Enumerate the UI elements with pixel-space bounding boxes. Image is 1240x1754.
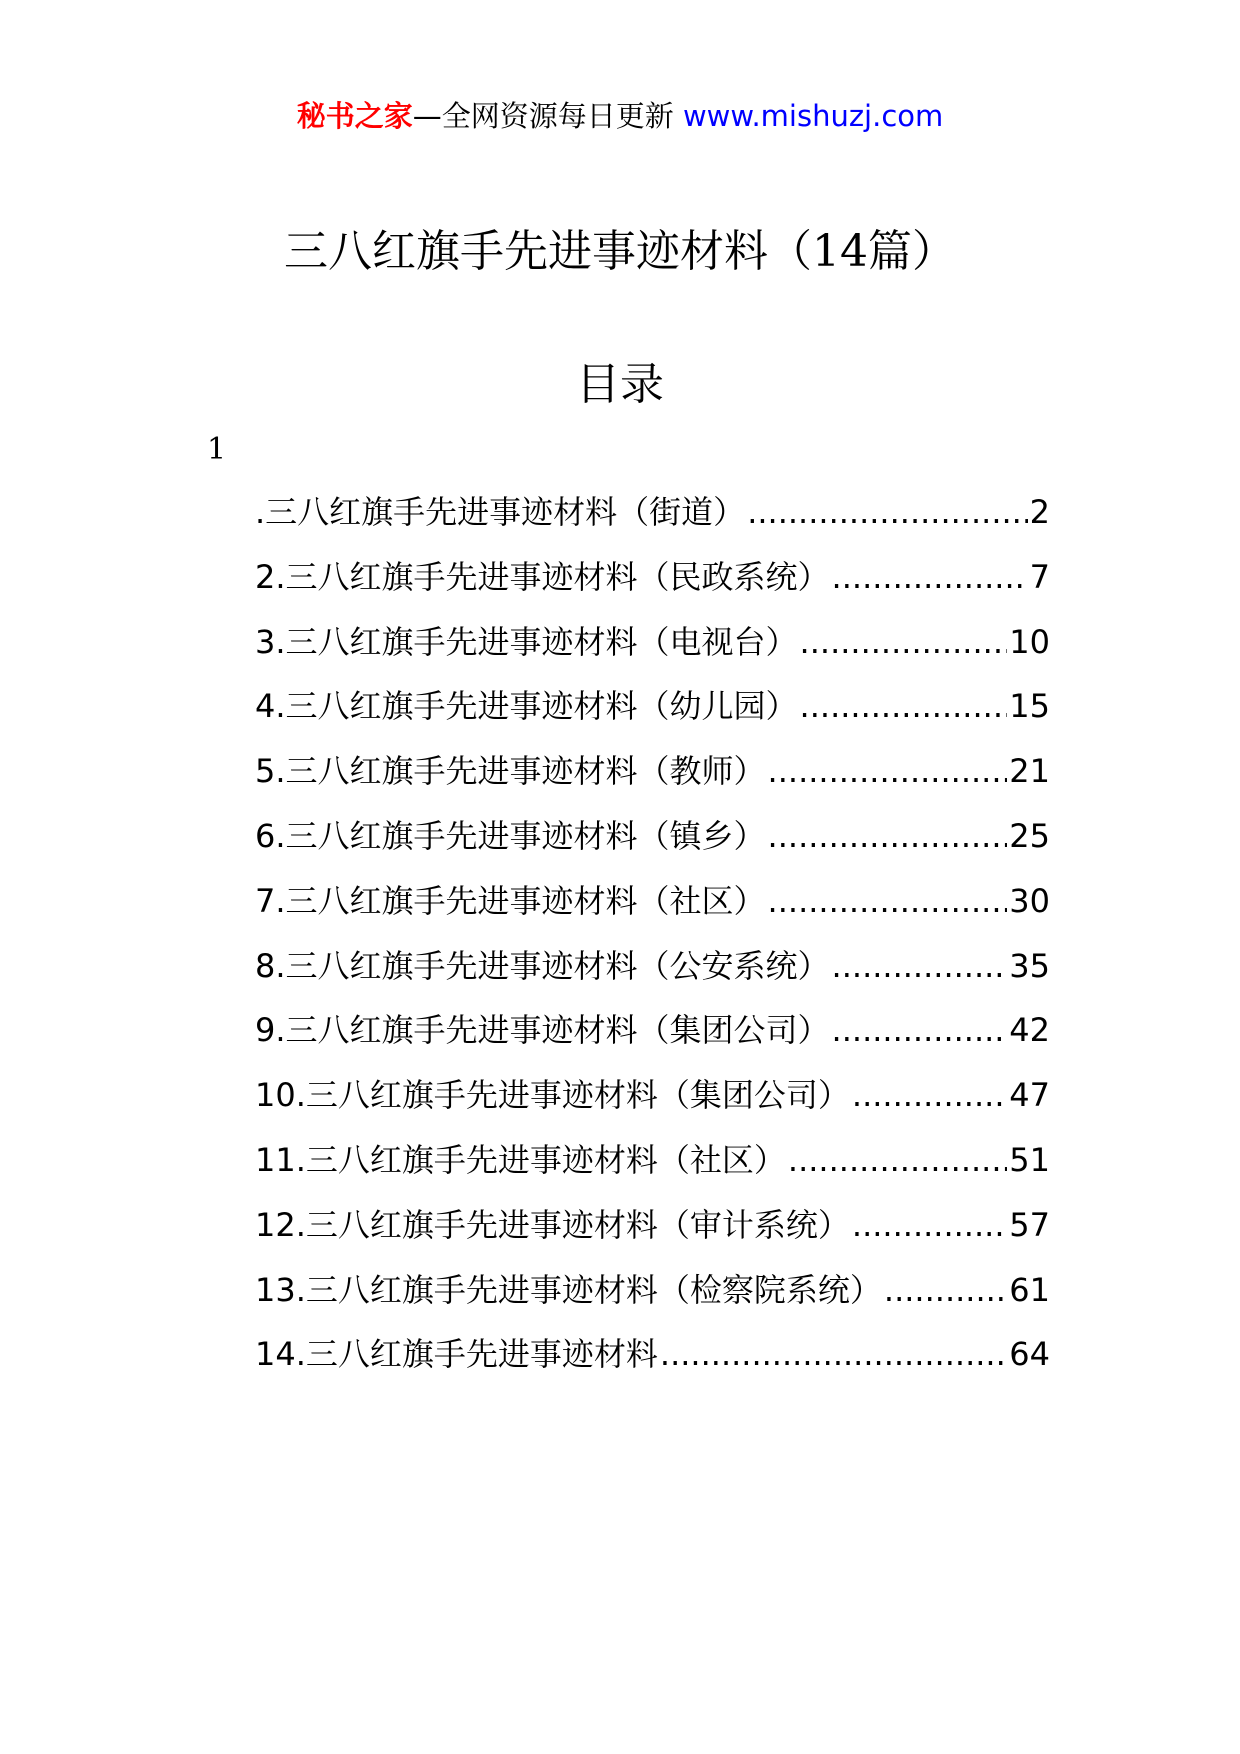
- toc-entry[interactable]: [255, 1268, 1050, 1333]
- toc-entry-page: 10: [1009, 622, 1050, 661]
- toc-entry[interactable]: [255, 879, 1050, 944]
- toc-dot-leader: [852, 1073, 1007, 1117]
- toc-dot-leader: [768, 879, 1008, 923]
- toc-entry[interactable]: [255, 1332, 1050, 1397]
- toc-entry-label: .三八红旗手先进事迹材料（街道）: [255, 493, 746, 531]
- toc-entry-label: 4.三八红旗手先进事迹材料（幼儿园）: [255, 687, 798, 726]
- toc-entry-label: 3.三八红旗手先进事迹材料（电视台）: [255, 622, 798, 661]
- header-tagline: —全网资源每日更新: [412, 99, 674, 133]
- toc-dot-leader: [747, 490, 1027, 534]
- title-prefix: 三八红旗手先进事迹材料（: [284, 226, 812, 277]
- toc-entry-label: 2.三八红旗手先进事迹材料（民政系统）: [255, 557, 830, 596]
- toc-entry[interactable]: [255, 684, 1050, 749]
- toc-dot-leader: [832, 555, 1028, 599]
- toc-entry-page: 30: [1009, 881, 1050, 920]
- toc-dot-leader: [660, 1332, 1007, 1376]
- toc-entry-page: 15: [1009, 687, 1050, 726]
- toc-entry[interactable]: [255, 490, 1050, 555]
- toc-dot-leader: [800, 620, 1008, 664]
- toc-entry[interactable]: [255, 814, 1050, 879]
- title-suffix: 篇）: [868, 226, 956, 277]
- toc-entry-label: 8.三八红旗手先进事迹材料（公安系统）: [255, 946, 830, 985]
- toc-entry-label: 10.三八红旗手先进事迹材料（集团公司）: [255, 1076, 850, 1115]
- toc-entry-label: 13.三八红旗手先进事迹材料（检察院系统）: [255, 1270, 882, 1309]
- brand-name: 秘书之家: [296, 99, 413, 133]
- toc-entry-page: 7: [1029, 557, 1050, 596]
- toc-entry[interactable]: [255, 1073, 1050, 1138]
- toc-entry-label: 5.三八红旗手先进事迹材料（教师）: [255, 752, 766, 791]
- toc-entry[interactable]: [255, 749, 1050, 814]
- toc-entry-label: 12.三八红旗手先进事迹材料（审计系统）: [255, 1205, 850, 1244]
- toc-dot-leader: [832, 1008, 1008, 1052]
- site-url-link[interactable]: www.mishuzj.com: [682, 99, 944, 133]
- toc-entry-page: 25: [1009, 816, 1050, 855]
- site-header: [0, 96, 1240, 136]
- toc-entry[interactable]: [255, 620, 1050, 685]
- toc-entry-label: 14.三八红旗手先进事迹材料: [255, 1335, 658, 1374]
- toc-entry-label: 6.三八红旗手先进事迹材料（镇乡）: [255, 816, 766, 855]
- toc-entry-page: 35: [1009, 946, 1050, 985]
- stray-page-number: 1: [207, 432, 227, 467]
- toc-entry[interactable]: [255, 1008, 1050, 1073]
- toc-entry[interactable]: [255, 555, 1050, 620]
- toc-entry-label: 7.三八红旗手先进事迹材料（社区）: [255, 881, 766, 920]
- toc-entry-page: 61: [1009, 1270, 1050, 1309]
- toc-heading: 目录: [576, 359, 664, 410]
- toc-entry-label: 9.三八红旗手先进事迹材料（集团公司）: [255, 1011, 830, 1050]
- toc-entry-page: 47: [1009, 1076, 1050, 1115]
- toc-entry-page: 42: [1009, 1011, 1050, 1050]
- document-title: [0, 222, 1240, 282]
- toc-entry-page: 2: [1029, 493, 1050, 531]
- toc-dot-leader: [852, 1203, 1007, 1247]
- toc-entry[interactable]: [255, 1138, 1050, 1203]
- toc-dot-leader: [768, 814, 1008, 858]
- toc-dot-leader: [832, 944, 1008, 988]
- toc-entry-page: 51: [1009, 1140, 1050, 1179]
- toc-dot-leader: [884, 1268, 1007, 1312]
- toc-dot-leader: [800, 684, 1008, 728]
- title-count: 14: [812, 226, 868, 277]
- toc-dot-leader: [788, 1138, 1007, 1182]
- toc-entry-page: 64: [1009, 1335, 1050, 1374]
- toc-entry-page: 21: [1009, 752, 1050, 791]
- toc-entry[interactable]: [255, 944, 1050, 1009]
- toc-entry-label: 11.三八红旗手先进事迹材料（社区）: [255, 1140, 786, 1179]
- toc-dot-leader: [768, 749, 1008, 793]
- toc-entry[interactable]: [255, 1203, 1050, 1268]
- table-of-contents: [255, 490, 1050, 1397]
- toc-entry-page: 57: [1009, 1205, 1050, 1244]
